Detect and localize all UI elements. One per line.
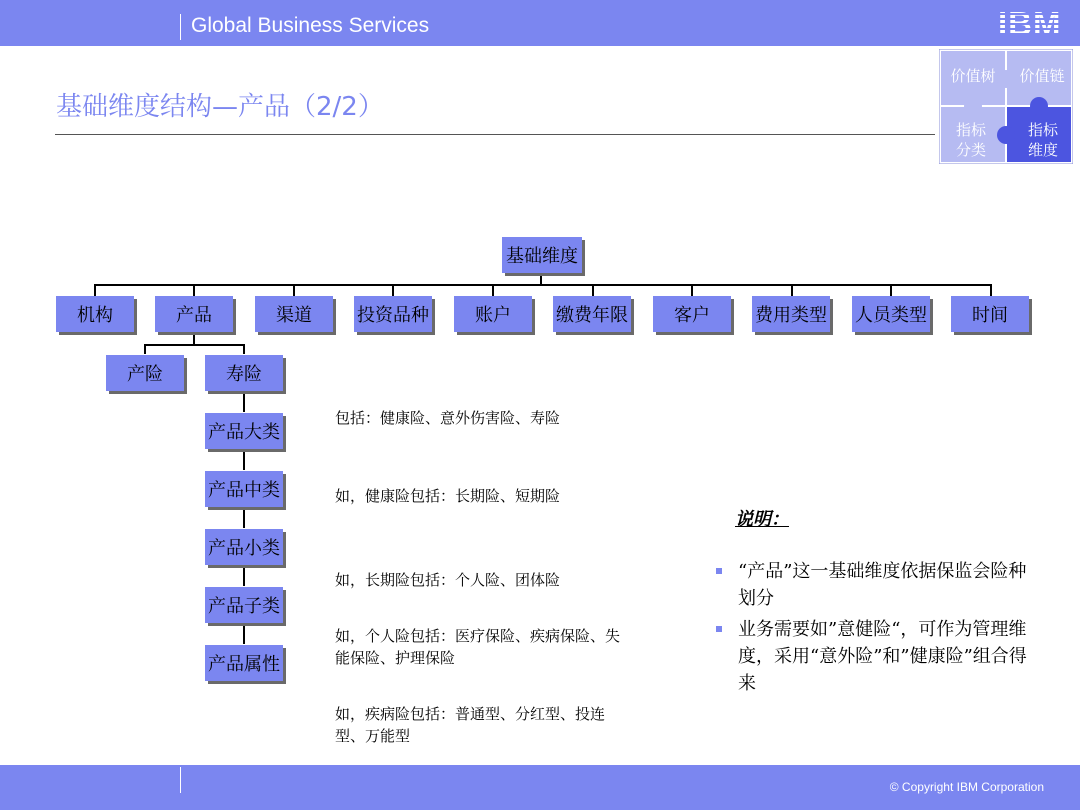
explanation-heading: 说明： bbox=[735, 509, 789, 530]
life-level-box: 产品属性 bbox=[205, 645, 283, 681]
connector-dim-drop bbox=[193, 284, 195, 296]
title-divider bbox=[55, 134, 935, 135]
dimension-box-payment-term: 缴费年限 bbox=[553, 296, 631, 332]
product-child-pc: 产险 bbox=[106, 355, 184, 391]
connector-level bbox=[243, 392, 245, 412]
connector-product-drop bbox=[144, 344, 146, 354]
connector-dim-drop bbox=[293, 284, 295, 296]
header-divider bbox=[180, 14, 181, 40]
bullet-marker bbox=[716, 568, 722, 574]
dimension-box-staff-type: 人员类型 bbox=[852, 296, 930, 332]
life-level-box: 产品小类 bbox=[205, 529, 283, 565]
connector-product-drop bbox=[243, 344, 245, 354]
header-title: Global Business Services bbox=[191, 14, 430, 37]
connector-product-bus bbox=[144, 344, 245, 346]
level-note: 如，疾病险包括：普通型、分红型、投连型、万能型 bbox=[335, 705, 606, 745]
explanation-bullet bbox=[718, 558, 1038, 612]
level-note: 如，个人险包括：医疗保险、疾病保险、失能保险、护理保险 bbox=[335, 627, 621, 667]
puzzle-piece-4b: 维度 bbox=[1027, 141, 1059, 159]
connector-dim-drop bbox=[392, 284, 394, 296]
connector-dim-drop bbox=[94, 284, 96, 296]
connector-dim-drop bbox=[890, 284, 892, 296]
dimension-box-org: 机构 bbox=[56, 296, 134, 332]
dimension-box-time: 时间 bbox=[951, 296, 1029, 332]
dimension-box-account: 账户 bbox=[454, 296, 532, 332]
connector-level bbox=[243, 566, 245, 586]
ibm-logo: IBM bbox=[998, 5, 1062, 42]
copyright-text: © Copyright IBM Corporation bbox=[889, 780, 1044, 794]
puzzle-piece-2: 价值链 bbox=[1019, 67, 1065, 85]
life-level-box: 产品中类 bbox=[205, 471, 283, 507]
product-child-life: 寿险 bbox=[205, 355, 283, 391]
connector-level bbox=[243, 508, 245, 528]
puzzle-piece-3b: 分类 bbox=[955, 141, 987, 159]
dimension-box-channel: 渠道 bbox=[255, 296, 333, 332]
slide-title: 基础维度结构—产品（2/2） bbox=[56, 92, 384, 122]
connector-dimensions-bus bbox=[94, 284, 992, 286]
root-dimension-box: 基础维度 bbox=[502, 237, 582, 273]
header-bar bbox=[0, 0, 1080, 46]
life-level-box: 产品大类 bbox=[205, 413, 283, 449]
puzzle-piece-3a: 指标 bbox=[955, 121, 987, 139]
connector-dim-drop bbox=[791, 284, 793, 296]
connector-level bbox=[243, 450, 245, 470]
bullet-marker bbox=[716, 626, 722, 632]
dimension-box-customer: 客户 bbox=[653, 296, 731, 332]
footer-divider bbox=[180, 767, 181, 793]
connector-dim-drop bbox=[990, 284, 992, 296]
level-note: 如，长期险包括：个人险、团体险 bbox=[335, 571, 561, 589]
dimension-box-product: 产品 bbox=[155, 296, 233, 332]
level-note: 如，健康险包括：长期险、短期险 bbox=[335, 487, 561, 505]
life-level-box: 产品子类 bbox=[205, 587, 283, 623]
connector-dim-drop bbox=[592, 284, 594, 296]
explanation-bullet bbox=[718, 616, 1038, 697]
explanation-bullet-text: 业务需要如”意健险“，可作为管理维度，采用“意外险”和”健康险”组合得来 bbox=[738, 619, 1027, 694]
level-note: 包括：健康险、意外伤害险、寿险 bbox=[335, 409, 561, 427]
connector-dim-drop bbox=[492, 284, 494, 296]
puzzle-piece-4a: 指标 bbox=[1027, 121, 1059, 139]
footer-bar bbox=[0, 765, 1080, 810]
connector-dim-drop bbox=[691, 284, 693, 296]
explanation-bullet-text: “产品”这一基础维度依据保监会险种划分 bbox=[738, 561, 1027, 609]
puzzle-icon bbox=[939, 49, 1073, 164]
connector-level bbox=[243, 624, 245, 644]
dimension-box-investment: 投资品种 bbox=[354, 296, 432, 332]
dimension-box-expense-type: 费用类型 bbox=[752, 296, 830, 332]
puzzle-piece-1: 价值树 bbox=[950, 67, 996, 85]
